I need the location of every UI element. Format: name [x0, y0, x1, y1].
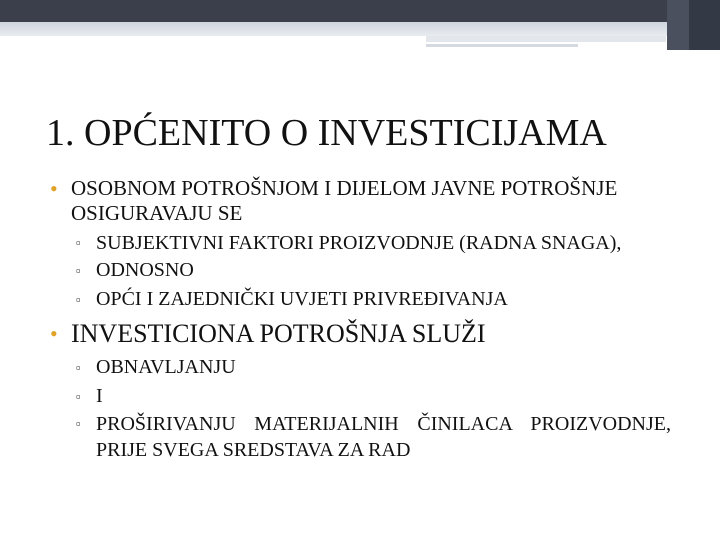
sub-bullet-item — [71, 230, 671, 256]
bullet-list — [46, 176, 671, 465]
bullet-item — [46, 319, 671, 463]
bullet-dot-icon: • — [50, 176, 58, 201]
header-accent-line — [426, 44, 578, 47]
bullet-text: OSOBNOM POTROŠNJOM I DIJELOM JAVNE POTROŠNJE OSIGURAVAJU SE — [71, 176, 618, 225]
sub-bullet-item — [71, 411, 671, 463]
sub-bullet-item — [71, 353, 671, 382]
sub-bullet-text: OBNAVLJANJU — [96, 356, 236, 378]
sub-bullet-text: I — [96, 385, 103, 407]
square-bullet-icon: ▫ — [76, 235, 81, 250]
slide-title: 1. OPĆENITO O INVESTICIJAMA — [46, 112, 607, 154]
square-bullet-icon: ▫ — [76, 360, 81, 375]
sub-bullet-text: ODNOSNO — [96, 259, 194, 281]
header-corner-block — [667, 0, 720, 50]
square-bullet-icon: ▫ — [76, 292, 81, 307]
header-bar — [0, 0, 720, 22]
header-accent-strip — [0, 22, 720, 36]
sub-bullet-text: SUBJEKTIVNI FAKTORI PROIZVODNJE (RADNA SNAGA), — [96, 232, 622, 254]
sub-bullet-list — [71, 230, 671, 314]
sub-bullet-list — [71, 353, 671, 463]
header-accent-tab — [426, 36, 666, 42]
sub-bullet-item — [71, 382, 671, 411]
sub-bullet-text: OPĆI I ZAJEDNIČKI UVJETI PRIVREĐIVANJA — [96, 288, 508, 310]
bullet-dot-icon: • — [50, 321, 58, 346]
square-bullet-icon: ▫ — [76, 389, 81, 404]
sub-bullet-text: PROŠIRIVANJU MATERIJALNIH ČINILACA PROIZVODNJE, PRIJE SVEGA SREDSTAVA ZA RAD — [96, 413, 671, 461]
sub-bullet-item — [71, 256, 671, 285]
bullet-text: INVESTICIONA POTROŠNJA SLUŽI — [71, 319, 486, 348]
sub-bullet-item — [71, 285, 671, 314]
square-bullet-icon: ▫ — [76, 416, 81, 431]
square-bullet-icon: ▫ — [76, 263, 81, 278]
bullet-item — [46, 176, 671, 314]
